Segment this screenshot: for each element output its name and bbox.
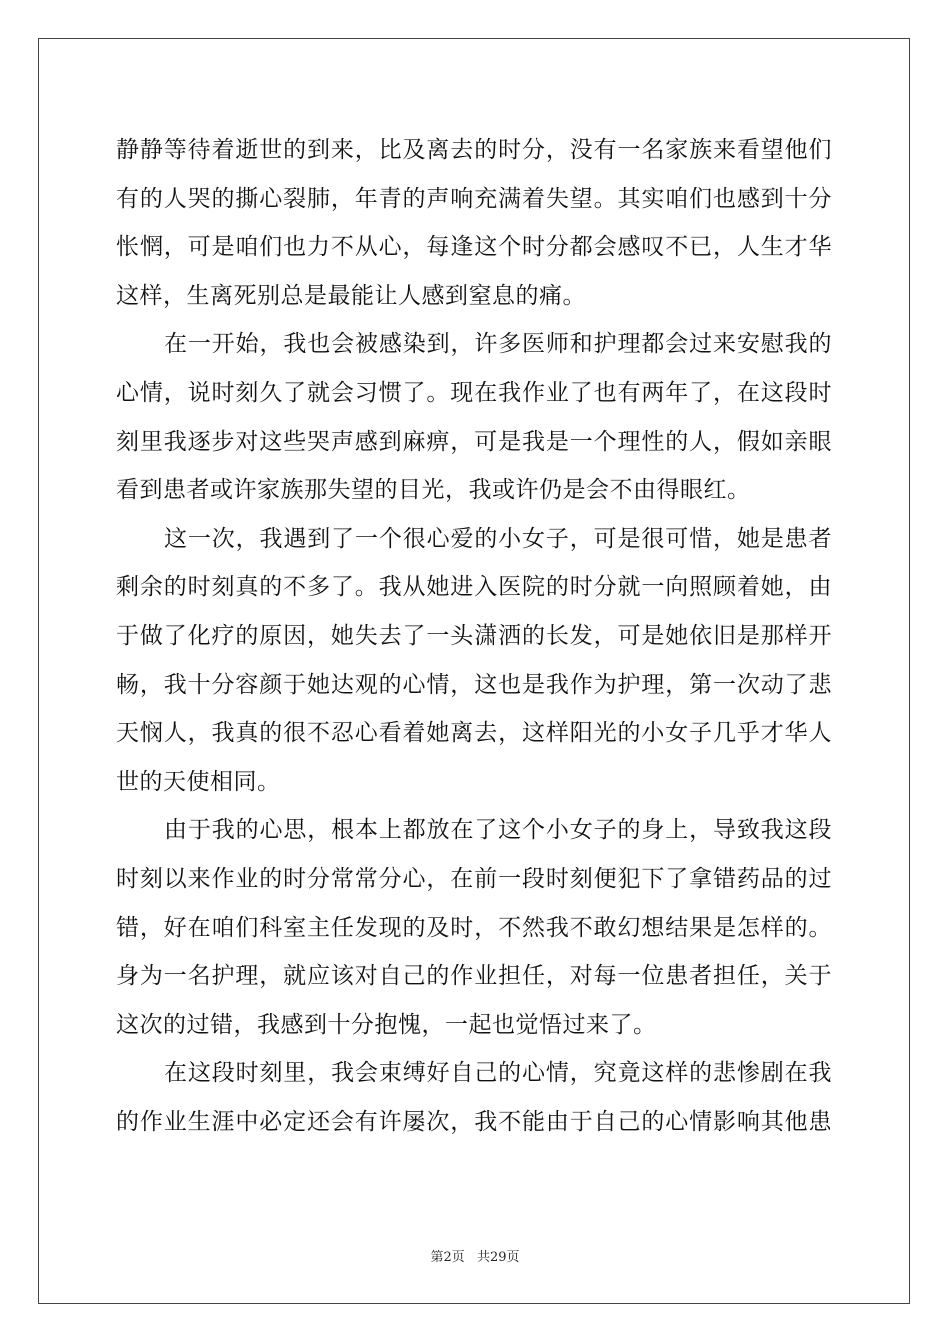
text-line: 于做了化疗的原因，她失去了一头潇洒的长发，可是她依旧是那样开 <box>116 622 832 649</box>
page-footer <box>0 1246 950 1265</box>
text-line: 时刻以来作业的时分常常分心，在前一段时刻便犯下了拿错药品的过 <box>116 865 832 892</box>
text-line: 这样，生离死别总是最能让人感到窒息的痛。 <box>116 282 586 309</box>
text-line: 心情，说时刻久了就会习惯了。现在我作业了也有两年了，在这段时 <box>116 379 832 406</box>
document-body <box>116 126 832 1146</box>
text-line: 在一开始，我也会被感染到，许多医师和护理都会过来安慰我的 <box>164 331 832 358</box>
text-line: 这一次，我遇到了一个很心爱的小女子，可是很可惜，她是患者 <box>164 525 832 552</box>
paragraph <box>116 515 832 807</box>
paragraph <box>116 806 832 1049</box>
text-line: 刻里我逐步对这些哭声感到麻痹，可是我是一个理性的人，假如亲眼 <box>116 428 832 455</box>
text-line: 错，好在咱们科室主任发现的及时，不然我不敢幻想结果是怎样的。 <box>116 914 832 941</box>
text-line: 畅，我十分容颜于她达观的心情，这也是我作为护理，第一次动了悲 <box>116 671 832 698</box>
text-line: 剩余的时刻真的不多了。我从她进入医院的时分就一向照顾着她，由 <box>116 574 832 601</box>
text-line: 看到患者或许家族那失望的目光，我或许仍是会不由得眼红。 <box>116 477 751 504</box>
text-line: 怅惘，可是咱们也力不从心，每逢这个时分都会感叹不已，人生才华 <box>116 234 832 261</box>
text-line: 静静等待着逝世的到来，比及离去的时分，没有一名家族来看望他们 <box>116 137 832 163</box>
text-line: 身为一名护理，就应该对自己的作业担任，对每一位患者担任，关于 <box>116 963 832 990</box>
page-number: 第2页 <box>430 1250 465 1265</box>
paragraph <box>116 126 832 320</box>
text-line: 的作业生涯中必定还会有许屡次，我不能由于自己的心情影响其他患 <box>116 1108 832 1135</box>
paragraph <box>116 320 832 514</box>
text-line: 有的人哭的撕心裂肺，年青的声响充满着失望。其实咱们也感到十分 <box>116 185 832 212</box>
text-line: 世的天使相同。 <box>116 768 281 795</box>
paragraph <box>116 1049 832 1146</box>
text-line: 由于我的心思，根本上都放在了这个小女子的身上，导致我这段 <box>164 817 832 844</box>
text-line: 在这段时刻里，我会束缚好自己的心情，究竟这样的悲惨剧在我 <box>164 1060 832 1087</box>
text-line: 这次的过错，我感到十分抱愧，一起也觉悟过来了。 <box>116 1011 657 1038</box>
page-total: 共29页 <box>476 1250 520 1265</box>
text-line: 天悯人，我真的很不忍心看着她离去，这样阳光的小女子几乎才华人 <box>116 720 832 747</box>
